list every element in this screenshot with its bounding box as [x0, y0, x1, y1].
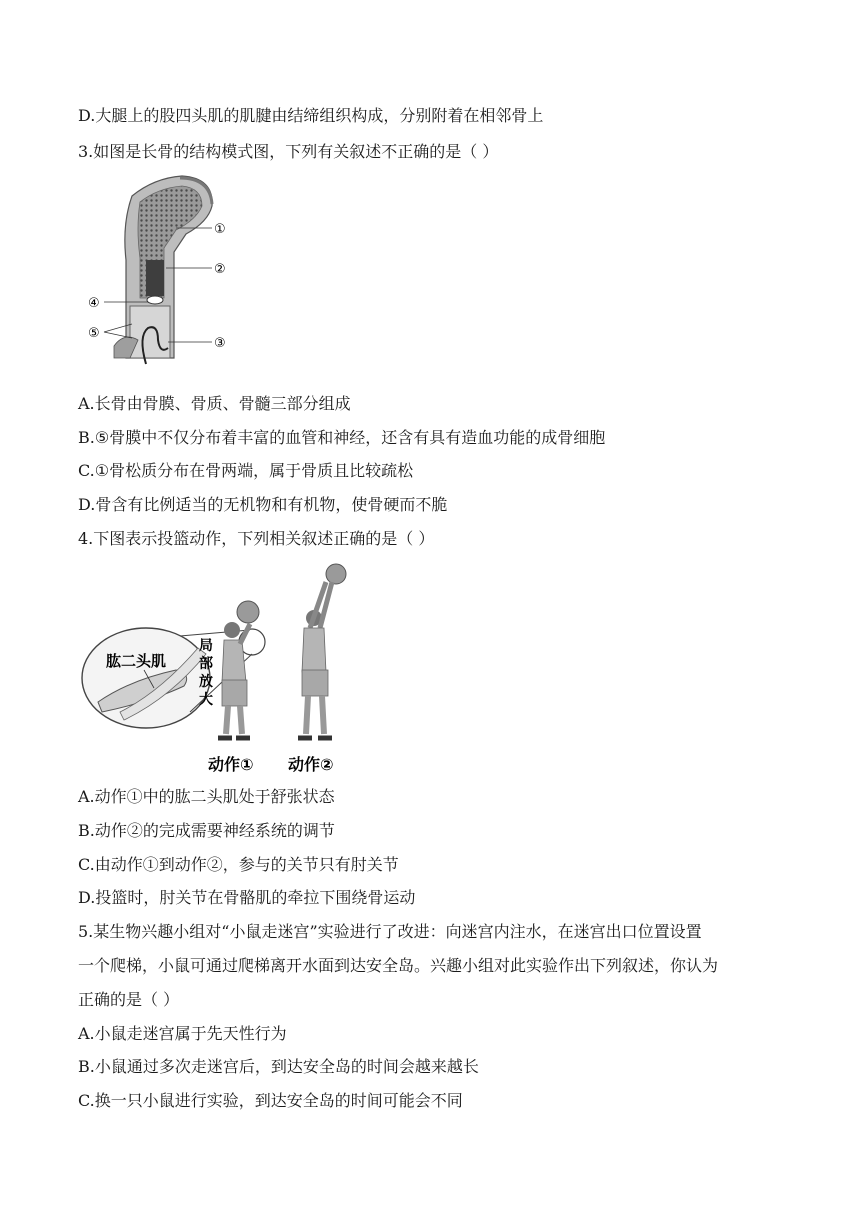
- zoom-label-char-3: 放: [199, 674, 213, 690]
- player-action-2: [298, 564, 346, 738]
- player2-arms: [310, 582, 332, 628]
- label-1: ①: [214, 222, 226, 237]
- label-3: ③: [214, 336, 226, 351]
- q4-option-a: A.动作①中的肱二头肌处于舒张状态: [78, 787, 335, 806]
- label-4: ④: [88, 296, 100, 311]
- player1-legs: [226, 706, 242, 734]
- q5-option-a: A.小鼠走迷宫属于先天性行为: [78, 1024, 287, 1043]
- biceps-label: 肱二头肌: [106, 652, 167, 670]
- q5-option-c: C.换一只小鼠进行实验，到达安全岛的时间可能会不同: [78, 1091, 463, 1110]
- label-5: ⑤: [88, 326, 100, 341]
- q4-option-d: D.投篮时，肘关节在骨骼肌的牵拉下围绕骨运动: [78, 888, 416, 907]
- player1-head: [224, 622, 240, 638]
- player2-body: [302, 628, 326, 672]
- q5-stem-line-3: 正确的是（ ）: [78, 990, 180, 1009]
- q5-stem-line-2: 一个爬梯，小鼠可通过爬梯离开水面到达安全岛。兴趣小组对此实验作出下列叙述，你认为: [78, 956, 719, 975]
- zoom-label-char-2: 部: [199, 656, 213, 672]
- q3-option-b: B.⑤骨膜中不仅分布着丰富的血管和神经，还含有具有造血功能的成骨细胞: [78, 428, 606, 447]
- zoom-label-char-4: 大: [199, 692, 213, 708]
- q3-option-c: C.①骨松质分布在骨两端，属于骨质且比较疏松: [78, 461, 414, 480]
- zoom-label-char-1: 局: [199, 638, 213, 654]
- player2-shorts: [302, 670, 328, 696]
- marrow-opening: [147, 296, 163, 304]
- q3-option-d: D.骨含有比例适当的无机物和有机物，使骨硬而不脆: [78, 495, 448, 514]
- q2-option-d: D.大腿上的股四头肌的肌腱由结缔组织构成，分别附着在相邻骨上: [78, 106, 544, 125]
- q4-stem: 4.下图表示投篮动作，下列相关叙述正确的是（ ）: [78, 529, 435, 548]
- q3-stem: 3.如图是长骨的结构模式图，下列有关叙述不正确的是（ ）: [78, 142, 499, 161]
- long-bone-figure: [84, 168, 244, 383]
- player-action-1: [218, 601, 259, 738]
- player1-body: [222, 640, 246, 682]
- q4-option-b: B.动作②的完成需要神经系统的调节: [78, 821, 335, 840]
- player2-legs: [306, 696, 324, 734]
- action-1-caption: 动作①: [208, 755, 254, 774]
- label-2: ②: [214, 262, 226, 277]
- player1-shorts: [222, 680, 247, 706]
- medullary-cavity: [146, 260, 164, 296]
- action-2-caption: 动作②: [288, 755, 334, 774]
- q3-option-a: A.长骨由骨膜、骨质、骨髓三部分组成: [78, 394, 351, 413]
- basketball-1: [237, 601, 259, 623]
- q4-option-c: C.由动作①到动作②，参与的关节只有肘关节: [78, 855, 399, 874]
- basketball-2: [326, 564, 346, 584]
- basketball-shot-figure: [80, 562, 380, 780]
- q5-stem-line-1: 5.某生物兴趣小组对“小鼠走迷宫”实验进行了改进：向迷宫内注水，在迷宫出口位置设置: [78, 922, 702, 941]
- q5-option-b: B.小鼠通过多次走迷宫后，到达安全岛的时间会越来越长: [78, 1057, 479, 1076]
